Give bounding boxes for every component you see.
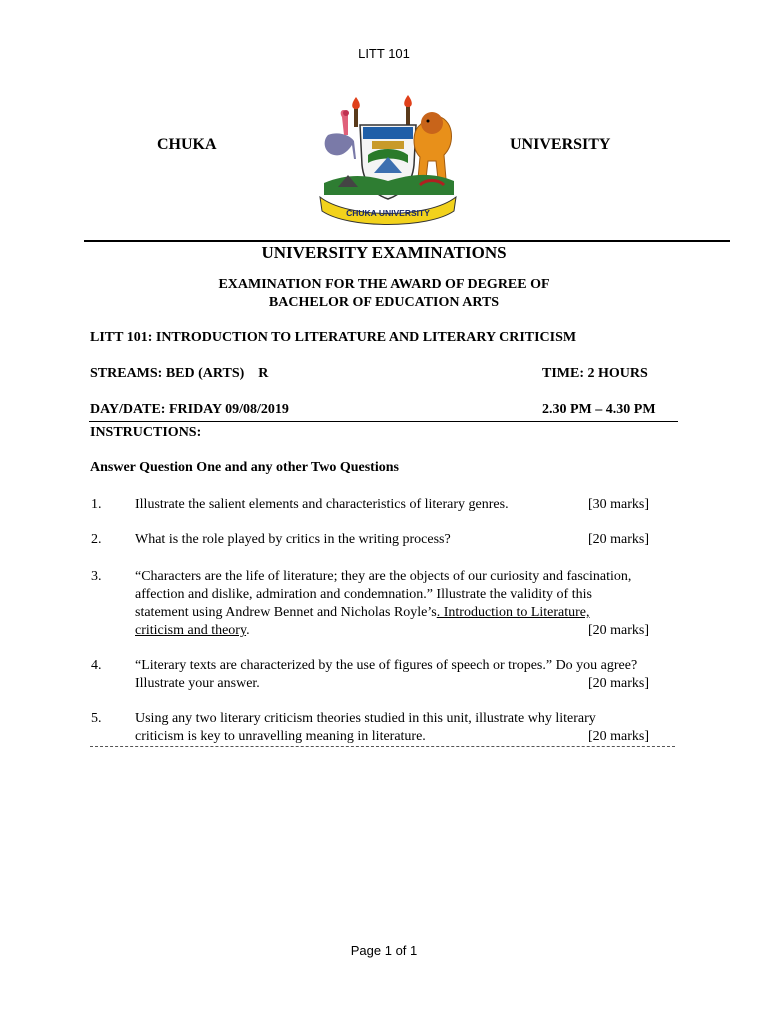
end-divider [90,746,675,747]
exam-subtitle-line-1: EXAMINATION FOR THE AWARD OF DEGREE OF [218,277,550,292]
question-line: “Characters are the life of literature; they are the objects of our curiosity and fascination, [135,569,632,584]
question-marks: [20 marks] [588,676,650,691]
question-line: “Literary texts are characterized by the use of figures of speech or tropes.” Do you agree? [135,658,638,673]
university-name-left: CHUKA [157,136,217,153]
page-header-code: LITT 101 [358,46,410,61]
question-text: What is the role played by critics in the writing process? [135,532,451,547]
question-marks: [20 marks] [588,623,650,638]
instructions-text: Answer Question One and any other Two Questions [90,460,399,475]
question-number: 2. [91,532,102,547]
time-label: TIME: 2 HOURS [542,366,648,381]
page-number: Page 1 of 1 [350,943,418,958]
day-date-label: DAY/DATE: FRIDAY 09/08/2019 [90,402,289,417]
exam-subtitle [0,276,768,312]
question-line: Illustrate your answer. [135,676,260,691]
question-number: 1. [91,497,102,512]
question-number: 4. [91,658,102,673]
book-title-part-2: criticism and theory [135,623,247,638]
question-line-tail: . [246,623,250,638]
question-marks: [20 marks] [588,532,650,547]
question-text: Illustrate the salient elements and characteristics of literary genres. [135,497,509,512]
instructions-divider [89,421,678,422]
exam-subtitle-line-2: BACHELOR OF EDUCATION ARTS [268,295,500,310]
question-number: 3. [91,569,102,584]
university-crest-logo [308,95,468,230]
question-line [135,604,680,622]
university-name-right: UNIVERSITY [510,136,611,153]
question-line-text: statement using Andrew Bennet and Nicholas Royle’s [135,605,437,620]
streams-label: STREAMS: BED (ARTS) R [90,366,269,381]
svg-text:CHUKA UNIVERSITY: CHUKA UNIVERSITY [346,208,430,218]
instructions-heading: INSTRUCTIONS: [90,425,202,440]
header-divider [84,240,730,242]
question-marks: [20 marks] [588,729,650,744]
book-title-part-1: . Introduction to Literature, [436,605,590,620]
question-line: Using any two literary criticism theories studied in this unit, illustrate why literary [135,711,596,726]
course-title: LITT 101: INTRODUCTION TO LITERATURE AND LITERARY CRITICISM [90,330,577,345]
question-number: 5. [91,711,102,726]
exam-period: 2.30 PM – 4.30 PM [542,402,656,417]
exam-title: UNIVERSITY EXAMINATIONS [261,243,507,262]
question-line: criticism is key to unravelling meaning in literature. [135,729,426,744]
question-line: affection and dislike, admiration and condemnation.” Illustrate the validity of this [135,587,592,602]
question-marks: [30 marks] [588,497,650,512]
